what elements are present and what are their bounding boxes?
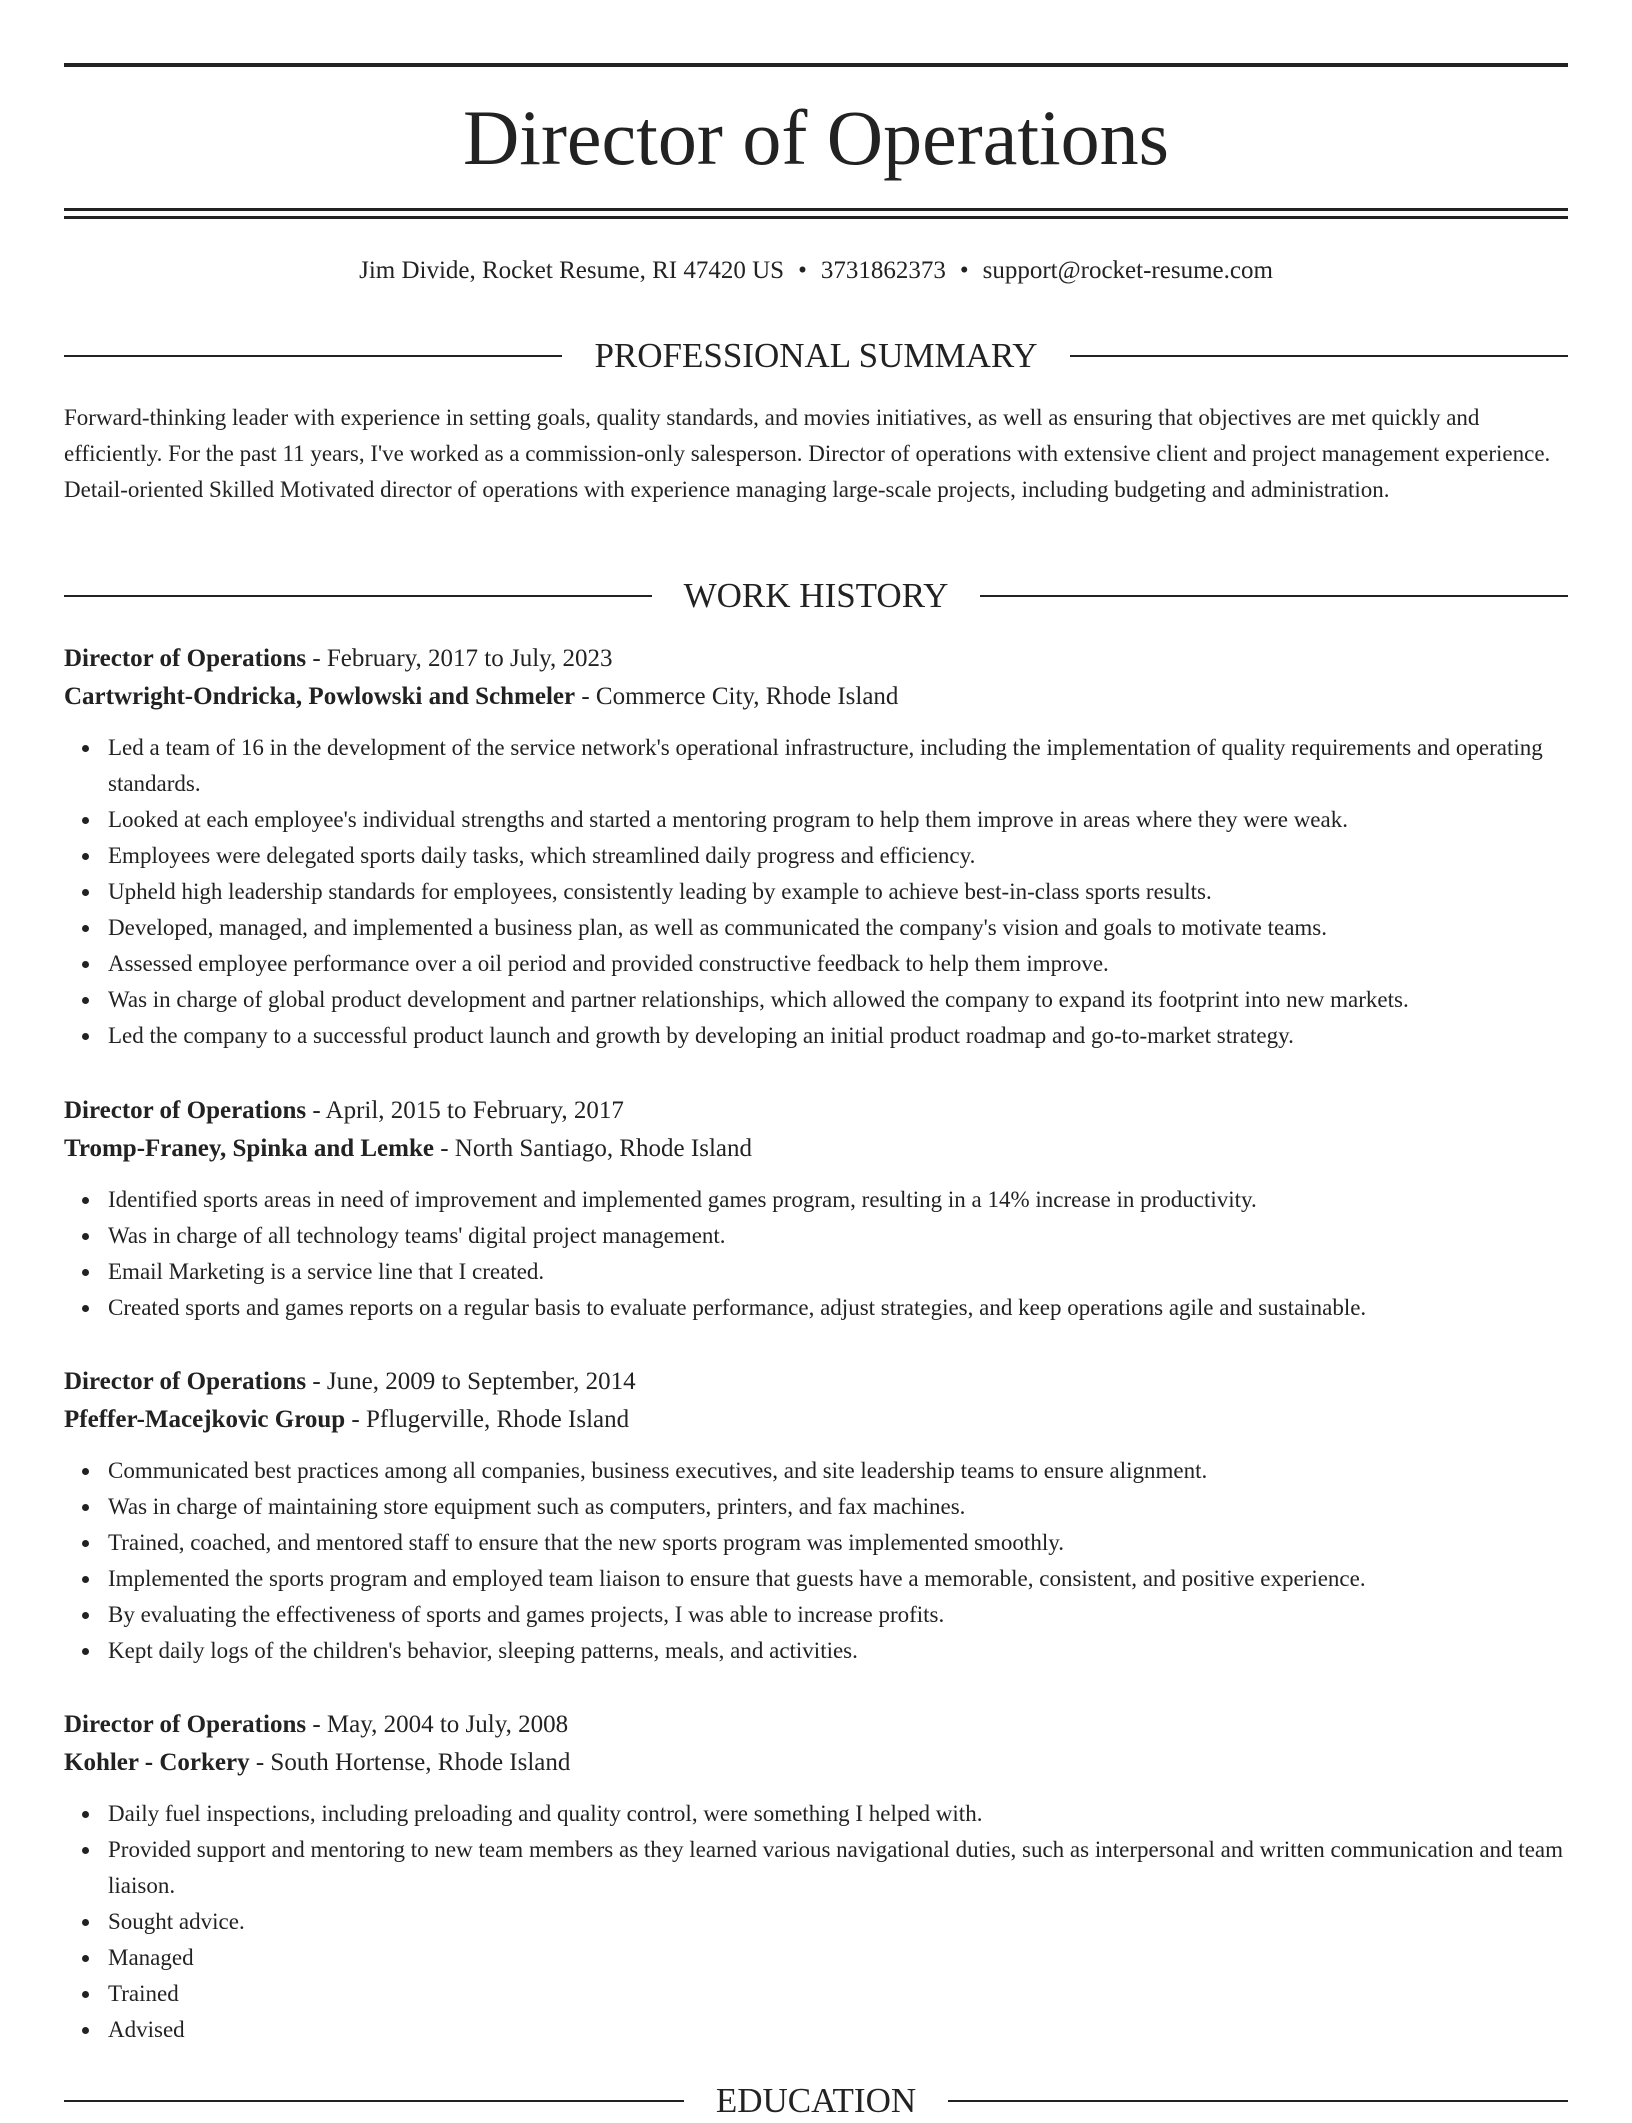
title-rule-lower (64, 216, 1568, 219)
job-title: Director of Operations (64, 1711, 307, 1738)
job-dates: - April, 2015 to February, 2017 (306, 1097, 624, 1124)
job-title: Director of Operations (64, 1097, 307, 1124)
job-location: - Pflugerville, Rhode Island (345, 1406, 630, 1433)
job-title-line (64, 1363, 1568, 1401)
job-dates: - February, 2017 to July, 2023 (306, 645, 613, 672)
list-item: Was in charge of all technology teams' digital project management. (108, 1218, 1568, 1254)
job-bullets (64, 1453, 1568, 1669)
list-item: Provided support and mentoring to new team members as they learned various navigational duties, such as interpersonal and written communication and team liaison. (108, 1832, 1568, 1904)
contact-line (64, 254, 1568, 288)
job-location: - South Hortense, Rhode Island (249, 1749, 571, 1776)
job-entry (64, 1706, 1568, 2048)
contact-phone: 3731862373 (820, 257, 946, 284)
top-rule (64, 63, 1568, 67)
list-item: Implemented the sports program and employed team liaison to ensure that guests have a memorable, consistent, and positive experience. (108, 1561, 1568, 1597)
contact-email: support@rocket-resume.com (982, 257, 1273, 284)
job-company: Kohler - Corkery (64, 1749, 250, 1776)
section-heading-label: WORK HISTORY (683, 576, 949, 615)
summary-text: Forward-thinking leader with experience in setting goals, quality standards, and movies initiatives, as well as ensuring that objectives are met quickly and efficiently. For the past 11 years, I've worked as a commission-only salesperson. Director of operations with extensive client and project management experience. Detail-oriented Skilled Motivated director of operations with experience managing large-scale projects, including budgeting and administration. (64, 405, 1551, 502)
job-company: Tromp-Franey, Spinka and Lemke (64, 1135, 434, 1162)
heading-rule-left (64, 595, 652, 597)
list-item: Daily fuel inspections, including preloading and quality control, were something I helped with. (108, 1796, 1568, 1832)
job-location: - Commerce City, Rhode Island (575, 683, 899, 710)
job-entry (64, 640, 1568, 1054)
list-item: Led a team of 16 in the development of the service network's operational infrastructure, including the implementation of quality requirements and operating standards. (108, 730, 1568, 802)
job-title-line (64, 640, 1568, 678)
list-item: Sought advice. (108, 1904, 1568, 1940)
list-item: Communicated best practices among all companies, business executives, and site leadership teams to ensure alignment. (108, 1453, 1568, 1489)
section-heading-education (64, 2079, 1568, 2123)
job-dates: - June, 2009 to September, 2014 (306, 1368, 636, 1395)
job-title: Director of Operations (64, 1368, 307, 1395)
job-title-line (64, 1092, 1568, 1130)
job-bullets (64, 1796, 1568, 2048)
contact-separator: • (959, 257, 969, 284)
section-heading-work-history (64, 574, 1568, 618)
heading-rule-right (980, 595, 1568, 597)
title-rule-upper (64, 208, 1568, 211)
list-item: Was in charge of global product development and partner relationships, which allowed the company to expand its footprint into new markets. (108, 982, 1568, 1018)
list-item: Created sports and games reports on a regular basis to evaluate performance, adjust strategies, and keep operations agile and sustainable. (108, 1290, 1568, 1326)
job-company-line (64, 1744, 1568, 1782)
list-item: Identified sports areas in need of improvement and implemented games program, resulting in a 14% increase in productivity. (108, 1182, 1568, 1218)
heading-rule-right (948, 2100, 1568, 2102)
job-company-line (64, 1130, 1568, 1168)
job-company: Pfeffer-Macejkovic Group (64, 1406, 346, 1433)
page-title: Director of Operations (462, 94, 1170, 181)
list-item: Trained (108, 1976, 1568, 2012)
section-heading-label: PROFESSIONAL SUMMARY (594, 336, 1038, 375)
job-company-line (64, 678, 1568, 716)
list-item: Developed, managed, and implemented a business plan, as well as communicated the company's vision and goals to motivate teams. (108, 910, 1568, 946)
contact-address: Jim Divide, Rocket Resume, RI 47420 US (359, 257, 785, 284)
section-heading-label: EDUCATION (715, 2081, 917, 2120)
list-item: Assessed employee performance over a oil period and provided constructive feedback to help them improve. (108, 946, 1568, 982)
job-title: Director of Operations (64, 645, 307, 672)
job-company: Cartwright-Ondricka, Powlowski and Schmeler (64, 683, 576, 710)
section-heading-summary (64, 334, 1568, 378)
job-dates: - May, 2004 to July, 2008 (306, 1711, 569, 1738)
job-bullets (64, 730, 1568, 1054)
list-item: Email Marketing is a service line that I created. (108, 1254, 1568, 1290)
job-bullets (64, 1182, 1568, 1326)
list-item: Trained, coached, and mentored staff to ensure that the new sports program was implemented smoothly. (108, 1525, 1568, 1561)
list-item: Upheld high leadership standards for employees, consistently leading by example to achieve best-in-class sports results. (108, 874, 1568, 910)
job-title-line (64, 1706, 1568, 1744)
job-entry (64, 1363, 1568, 1669)
heading-rule-left (64, 355, 562, 357)
list-item: Was in charge of maintaining store equipment such as computers, printers, and fax machines. (108, 1489, 1568, 1525)
contact-separator: • (798, 257, 807, 284)
list-item: Led the company to a successful product launch and growth by developing an initial product roadmap and go-to-market strategy. (108, 1018, 1568, 1054)
heading-rule-left (64, 2100, 684, 2102)
job-entry (64, 1092, 1568, 1326)
list-item: Advised (108, 2012, 1568, 2048)
list-item: Kept daily logs of the children's behavior, sleeping patterns, meals, and activities. (108, 1633, 1568, 1669)
job-location: - North Santiago, Rhode Island (433, 1135, 752, 1162)
list-item: Looked at each employee's individual strengths and started a mentoring program to help them improve in areas where they were weak. (108, 802, 1568, 838)
list-item: Employees were delegated sports daily tasks, which streamlined daily progress and efficiency. (108, 838, 1568, 874)
job-company-line (64, 1401, 1568, 1439)
list-item: Managed (108, 1940, 1568, 1976)
heading-rule-right (1070, 355, 1568, 357)
list-item: By evaluating the effectiveness of sports and games projects, I was able to increase profits. (108, 1597, 1568, 1633)
